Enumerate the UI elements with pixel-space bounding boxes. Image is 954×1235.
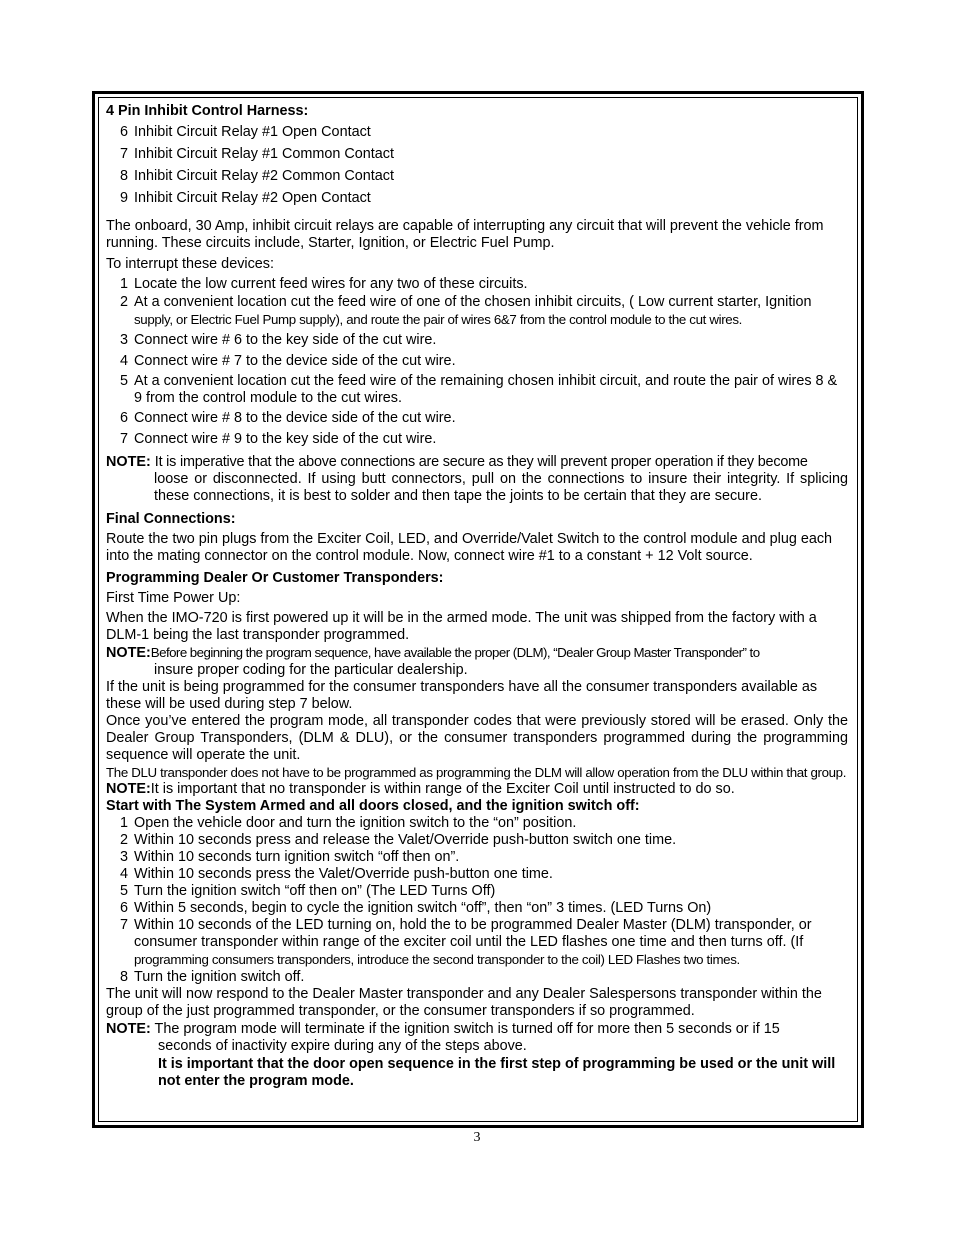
list-item: 7 Within 10 seconds of the LED turning on, hold the to be programmed Dealer Master (DLM) transponder, or consumer transponder within range of the exciter coil until the LED flashes one time and then turns off. (If programming consumers transponders, introduce the second transponder to the coil) LED Flashes two times. <box>119 917 812 967</box>
list-item: 7 Inhibit Circuit Relay #1 Common Contact <box>119 146 394 162</box>
list-item: 1 Open the vehicle door and turn the ignition switch to the “on” position. <box>119 815 577 831</box>
dlu-text: The DLU transponder does not have to be programmed as programming the DLM will allow operation from the DLU within that group. <box>106 765 847 780</box>
list-item: 3 Connect wire # 6 to the key side of the cut wire. <box>119 332 437 348</box>
first-power-label: First Time Power Up: <box>106 590 241 606</box>
harness-pin-list <box>106 124 848 207</box>
programming-note-1: NOTE:Before beginning the program sequence, have available the proper (DLM), “Dealer Group Master Transponder” to insure proper coding for the particular dealership. <box>106 645 760 678</box>
page-number: 3 <box>473 1130 481 1145</box>
consumer-text: If the unit is being programmed for the consumer transponders have all the consumer transponders available as these will be used during step 7 below. <box>106 679 818 712</box>
list-item: 4 Connect wire # 7 to the device side of the cut wire. <box>119 353 456 369</box>
list-item: 8 Inhibit Circuit Relay #2 Common Contact <box>119 168 394 184</box>
respond-text: The unit will now respond to the Dealer Master transponder and any Dealer Salespersons transponder within the group of the just programmed transponder, or the consumer transponders if so programmed. <box>106 986 822 1019</box>
list-item: 2 At a convenient location cut the feed wire of one of the chosen inhibit circuits, ( Low current starter, Ignition supply, or Electric Fuel Pump supply), and route the pair of wires 6&7 from the control module to the cut wires. <box>119 294 812 327</box>
list-item: 6 Within 5 seconds, begin to cycle the ignition switch “off”, then “on” 3 times. (LED Turns On) <box>119 900 712 916</box>
armed-text: When the IMO-720 is first powered up it will be in the armed mode. The unit was shipped from the factory with a DLM-1 being the last transponder programmed. <box>106 610 817 643</box>
relay-steps <box>106 276 848 448</box>
start-title: Start with The System Armed and all doors closed, and the ignition switch off: <box>106 798 640 814</box>
list-item: 2 Within 10 seconds press and release the Valet/Override push-button switch one time. <box>119 832 677 848</box>
harness-title: 4 Pin Inhibit Control Harness: <box>106 103 309 119</box>
list-item: 6 Connect wire # 8 to the device side of the cut wire. <box>119 410 456 426</box>
list-item: 4 Within 10 seconds press the Valet/Override push-button one time. <box>119 866 553 882</box>
programming-steps <box>106 815 848 986</box>
relays-intro: The onboard, 30 Amp, inhibit circuit relays are capable of interrupting any circuit that will prevent the vehicle from running. These circuits include, Starter, Ignition, or Electric Fuel Pump. <box>106 218 824 251</box>
list-item: 8 Turn the ignition switch off. <box>119 969 305 985</box>
content-box <box>98 97 858 1122</box>
list-item: 5 Turn the ignition switch “off then on” (The LED Turns Off) <box>119 883 496 899</box>
programming-note-3: NOTE: The program mode will terminate if the ignition switch is turned off for more then 5 seconds or if 15 seconds of inactivity expire during any of the steps above. It is important that the door open sequence in the first step of programming be used or the unit will not enter the program mode. <box>106 1021 836 1089</box>
list-item: 9 Inhibit Circuit Relay #2 Open Contact <box>119 190 371 206</box>
list-item: 7 Connect wire # 9 to the key side of the cut wire. <box>119 431 437 447</box>
relays-lead: To interrupt these devices: <box>106 256 274 272</box>
final-text: Route the two pin plugs from the Exciter Coil, LED, and Override/Valet Switch to the control module and plug each into the mating connector on the control module. Now, connect wire #1 to a constant + 12 Volt source. <box>106 531 833 564</box>
list-item: 5 At a convenient location cut the feed wire of the remaining chosen inhibit circuit, and route the pair of wires 8 & 9 from the control module to the cut wires. <box>119 373 838 406</box>
list-item: 6 Inhibit Circuit Relay #1 Open Contact <box>119 124 371 140</box>
erase-text: Once you’ve entered the program mode, all transponder codes that were previously stored will be erased. Only the Dealer Group Transponders, (DLM & DLU), or the consumer transponders programmed during the programming sequence will operate the unit. <box>106 713 848 763</box>
relays-note: NOTE: It is imperative that the above connections are secure as they will prevent proper operation if they become loose or disconnected. If using butt connectors, pull on the connections to insure their integrity. If splicing these connections, it is best to solder and then tape the joints to be certain that they are secure. <box>106 454 848 504</box>
final-title: Final Connections: <box>106 511 236 527</box>
programming-note-2: NOTE:It is important that no transponder is within range of the Exciter Coil until instructed to do so. <box>106 781 735 797</box>
list-item: 1 Locate the low current feed wires for any two of these circuits. <box>119 276 528 292</box>
list-item: 3 Within 10 seconds turn ignition switch “off then on”. <box>119 849 460 865</box>
programming-title: Programming Dealer Or Customer Transponders: <box>106 570 444 586</box>
